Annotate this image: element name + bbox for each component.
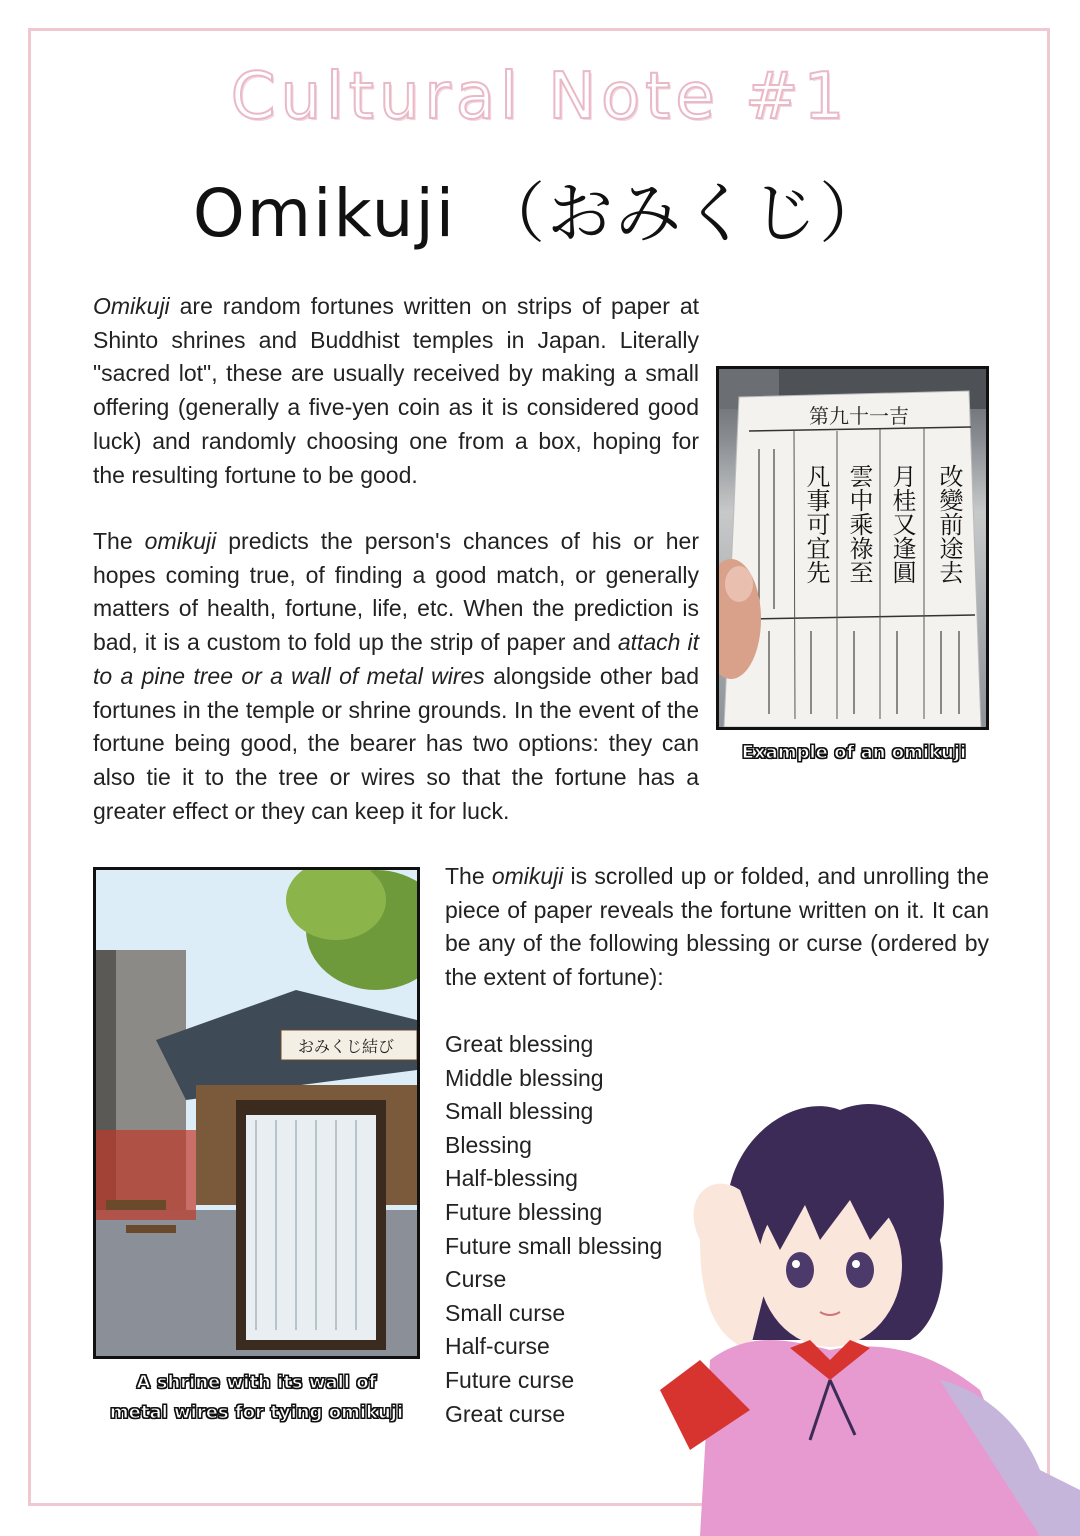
list-item: Small blessing xyxy=(445,1098,594,1125)
slip-column: 雲中乘祿至 xyxy=(845,464,873,584)
shrine-photo-caption xyxy=(93,1368,420,1428)
shrine-caption-line2: metal wires for tying omikuji xyxy=(109,1402,404,1423)
shrine-sign: おみくじ結び xyxy=(297,1037,395,1056)
intro-paragraph xyxy=(93,290,699,492)
omikuji-photo xyxy=(716,366,989,730)
custom-text-c: predicts the person's chances of his or her hopes coming true, of finding a good match, or generally matters of health, fortune, life, etc. When the prediction is bad, it is a custom to fold up the strip of paper and xyxy=(93,528,699,656)
list-item: Half-curse xyxy=(445,1333,550,1360)
cultural-note-title: Cultural Note #1 xyxy=(230,60,850,134)
list-item: Great blessing xyxy=(445,1031,594,1057)
list-item: Future blessing xyxy=(445,1198,603,1225)
list-item: Great curse xyxy=(445,1400,566,1427)
list-item: Curse xyxy=(445,1266,507,1293)
attach-phrase: attach it to a pine tree or a wall of metal wires xyxy=(93,629,699,689)
page-title: Omikuji （おみくじ） xyxy=(192,175,888,252)
custom-text-e: alongside other bad fortunes in the temple or shrine grounds. In the event of the fortune being good, the bearer has two options: they can also tie it to the tree or wires so that the fortune has a greater effect or they can keep it for luck. xyxy=(93,662,700,824)
intro-text: are random fortunes written on strips of paper at Shinto shrines and Buddhist temples in Japan. Literally "sacred lot", these are usually received by making a small offering (generally a five-yen coin as it is considered good luck) and randomly choosing one from a box, hoping for the resulting fortune to be good. xyxy=(93,293,699,488)
fortune-text-c: is scrolled up or folded, and unrolling the piece of paper reveals the fortune written on it. It can be any of the following blessing or curse (ordered by the extent of fortune): xyxy=(445,863,989,991)
list-item: Small curse xyxy=(445,1299,566,1326)
omikuji-photo-caption: Example of an omikuji xyxy=(741,742,967,763)
custom-text-a: The xyxy=(93,528,145,554)
omikuji-term: omikuji xyxy=(491,863,564,889)
shrine-photo xyxy=(93,867,420,1359)
character-illustration xyxy=(640,1090,1080,1536)
fortune-text-a: The xyxy=(445,863,492,889)
list-item: Future curse xyxy=(445,1366,575,1393)
slip-header: 第九十一吉 xyxy=(809,404,909,428)
omikuji-illustration xyxy=(719,369,986,727)
shrine-illustration xyxy=(96,870,417,1356)
list-item: Middle blessing xyxy=(445,1064,604,1091)
slip-column: 月桂又逢圓 xyxy=(888,464,916,584)
omikuji-term: Omikuji xyxy=(93,293,170,319)
list-item: Half-blessing xyxy=(445,1165,578,1192)
shrine-caption-line1: A shrine with its wall of xyxy=(136,1372,377,1393)
list-item: Future small blessing xyxy=(445,1232,663,1259)
custom-paragraph xyxy=(93,525,699,828)
fortune-types-paragraph xyxy=(445,860,989,995)
omikuji-term: omikuji xyxy=(144,528,217,554)
list-item: Blessing xyxy=(445,1131,532,1158)
anime-girl-icon xyxy=(640,1090,1080,1536)
slip-column: 凡事可宜先 xyxy=(802,464,830,584)
slip-column: 改變前途去 xyxy=(935,464,963,584)
